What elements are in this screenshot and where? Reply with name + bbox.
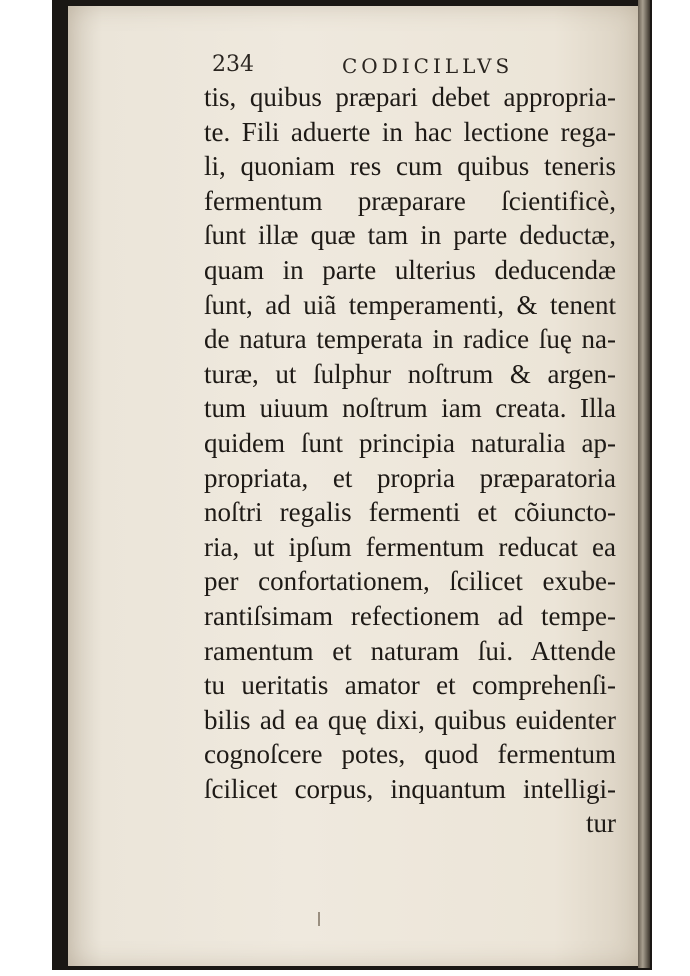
page-fore-edge: [638, 0, 650, 968]
text-line: quidem ſunt principia naturalia ap-: [204, 427, 616, 458]
text-line: quam in parte ulterius deducendæ: [204, 254, 616, 285]
text-line: tu ueritatis amator et comprehenſi-: [204, 670, 616, 701]
page-number: 234: [212, 52, 254, 77]
text-line: ria, ut ipſum fermentum reducat ea: [204, 531, 616, 562]
page-header: [212, 52, 612, 82]
body-text: [204, 80, 616, 841]
text-line: noſtri regalis fermenti et cõiunctо-: [204, 497, 616, 528]
text-line: ſunt illæ quæ tam in parte deductæ,: [204, 220, 616, 251]
text-line: li, quoniam res cum quibus teneris: [204, 151, 616, 182]
text-line: per confortationem, ſcilicet exube-: [204, 566, 616, 597]
text-line: cognoſcere potes, quod fermentum: [204, 739, 616, 770]
text-line: tis, quibus præpari debet appropria-: [204, 82, 616, 112]
text-line: tum uiuum noſtrum iam creata. Illa: [204, 393, 616, 424]
catchword: tur: [586, 808, 616, 839]
text-line: ramentum et naturam ſui. Attende: [204, 635, 616, 666]
text-line: turæ, ut ſulphur noſtrum & argen-: [204, 358, 616, 389]
text-line: rantiſsimam refectionem ad tempe-: [204, 600, 616, 631]
text-line: de natura temperata in radice ſuę na-: [204, 324, 616, 355]
text-line: bilis ad ea quę dixi, quibus euidenter: [204, 704, 616, 735]
text-line: ſunt, ad uiã temperamenti, & tenent: [204, 289, 616, 320]
text-line: te. Fili aduerte in hac lectione rega-: [204, 116, 616, 147]
text-line: fermentum præparare ſcientificè,: [204, 185, 616, 216]
text-line: propriata, et propria præparatoria: [204, 462, 616, 493]
text-line: ſcilicet corpus, inquantum intelligi-: [204, 773, 616, 804]
running-title: CODICILLVS: [342, 54, 514, 78]
paper-mark: [318, 912, 320, 926]
